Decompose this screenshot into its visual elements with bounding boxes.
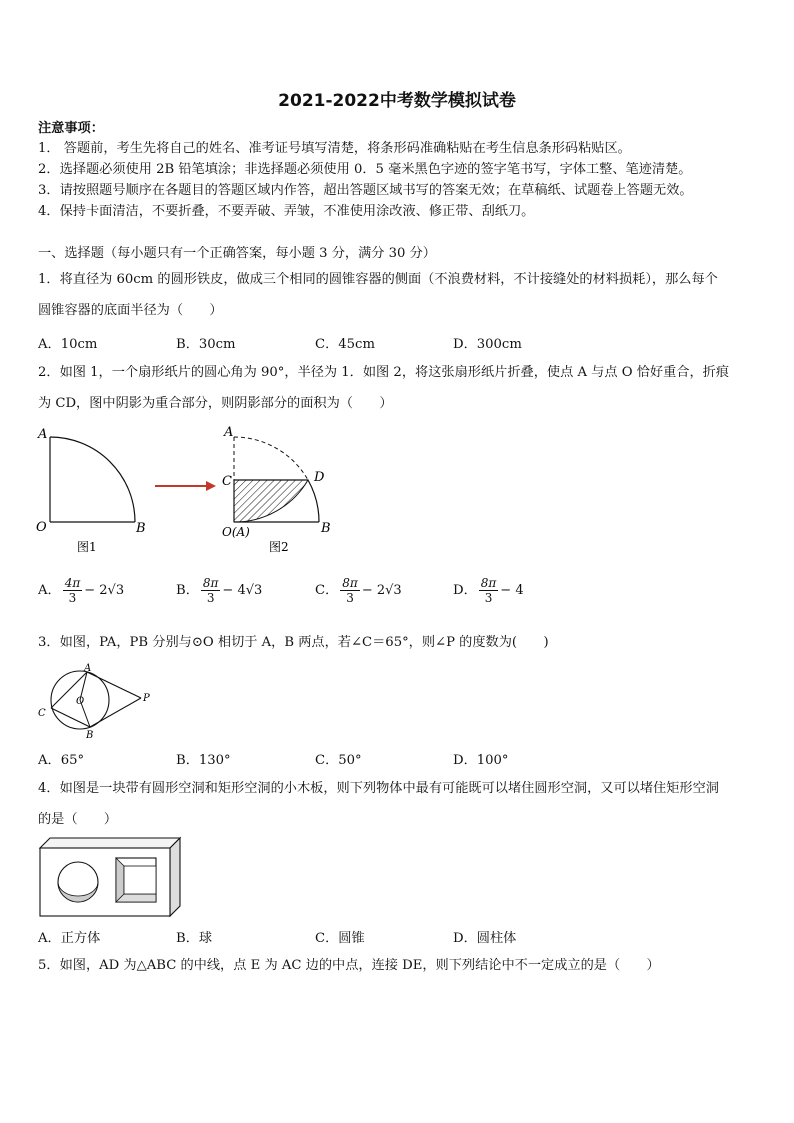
q1-option-a[interactable]: A．10cm bbox=[38, 337, 98, 352]
q5-stem: 5．如图，AD 为△ABC 的中线，点 E 为 AC 边的中点，连接 DE，则下列结论中不一定成立的是（ ） bbox=[38, 958, 660, 973]
q2-option-d-rest: − 4 bbox=[500, 583, 524, 598]
notice-heading: 注意事项： bbox=[38, 121, 104, 136]
q2-option-c-num: 8π bbox=[342, 576, 358, 590]
q3-option-c[interactable]: C．50° bbox=[315, 753, 362, 768]
q4-option-d[interactable]: D．圆柱体 bbox=[453, 931, 517, 946]
q4-stem-line1: 4．如图是一块带有圆形空洞和矩形空洞的小木板，则下列物体中最有可能既可以堵住圆形空洞，又可以堵住矩形空洞 bbox=[38, 781, 719, 796]
notice-item: 2．选择题必须使用 2B 铅笔填涂；非选择题必须使用 0．5 毫米黑色字迹的签字笔书写，字体工整、笔迹清楚。 bbox=[38, 162, 692, 177]
q2-option-a-rest: − 2√3 bbox=[84, 583, 125, 598]
q4-board-figure bbox=[36, 836, 186, 920]
q1-stem-line1: 1．将直径为 60cm 的圆形铁皮，做成三个相同的圆锥容器的侧面（不浪费材料，不计接缝处的材料损耗），那么每个 bbox=[38, 272, 718, 287]
q3-label-p: P bbox=[143, 693, 150, 704]
notice-item: 4．保持卡面清洁，不要折叠，不要弄破、弄皱，不准使用涂改液、修正带、刮纸刀。 bbox=[38, 204, 535, 219]
fig2-label-c: C bbox=[222, 474, 232, 489]
q4-option-a[interactable]: A．正方体 bbox=[38, 931, 101, 946]
q2-option-a[interactable] bbox=[38, 576, 124, 605]
q3-label-c: C bbox=[38, 708, 46, 719]
q2-option-a-num: 4π bbox=[64, 576, 81, 590]
fig1-label-o: O bbox=[36, 520, 47, 535]
q2-option-b-num: 8π bbox=[202, 576, 219, 590]
arrow-icon bbox=[155, 481, 216, 491]
q2-option-c[interactable] bbox=[315, 576, 402, 605]
q2-option-b-letter: B． bbox=[176, 583, 199, 598]
fig2-label-b: B bbox=[321, 521, 331, 536]
fig1-quarter-circle bbox=[50, 437, 135, 522]
q2-option-c-rest: − 2√3 bbox=[361, 583, 402, 598]
fig1-label-a: A bbox=[38, 427, 48, 442]
q3-stem: 3．如图，PA，PB 分别与⊙O 相切于 A，B 两点，若∠C＝65°，则∠P 的度数为( ) bbox=[38, 635, 549, 650]
q4-option-b[interactable]: B．球 bbox=[176, 931, 213, 946]
fig1-caption: 图1 bbox=[77, 540, 97, 554]
q2-option-c-letter: C． bbox=[315, 583, 339, 598]
q2-option-b[interactable] bbox=[176, 576, 262, 605]
q3-label-o: O bbox=[76, 696, 85, 707]
q3-label-b: B bbox=[86, 730, 94, 740]
q2-option-b-rest: − 4√3 bbox=[222, 583, 263, 598]
q2-option-a-letter: A． bbox=[38, 583, 61, 598]
fig2-label-a: A bbox=[224, 425, 234, 440]
q1-option-b[interactable]: B．30cm bbox=[176, 337, 236, 352]
q2-option-d-den: 3 bbox=[484, 591, 493, 605]
q4-option-c[interactable]: C．圆锥 bbox=[315, 931, 365, 946]
q1-option-c[interactable]: C．45cm bbox=[315, 337, 375, 352]
q2-stem-line2: 为 CD，图中阴影为重合部分，则阴影部分的面积为（ ） bbox=[38, 396, 393, 411]
fig2-label-oa: O(A) bbox=[222, 525, 250, 539]
q1-option-d[interactable]: D．300cm bbox=[453, 337, 522, 352]
q2-option-a-den: 3 bbox=[68, 591, 77, 605]
q2-figures bbox=[30, 420, 350, 560]
q4-stem-line2: 的是（ ） bbox=[38, 812, 118, 827]
fig2-caption: 图2 bbox=[269, 540, 289, 554]
q2-option-d[interactable] bbox=[453, 576, 524, 605]
fig2-folded-sector bbox=[234, 437, 319, 522]
q3-label-a: A bbox=[84, 663, 92, 674]
q3-option-d[interactable]: D．100° bbox=[453, 753, 509, 768]
notice-item: 3．请按照题号顺序在各题目的答题区域内作答，超出答题区域书写的答案无效；在草稿纸、试题卷上答题无效。 bbox=[38, 183, 693, 198]
q2-option-c-den: 3 bbox=[346, 591, 354, 605]
q3-circle-figure bbox=[34, 662, 154, 740]
page-title: 2021-2022中考数学模拟试卷 bbox=[278, 91, 516, 111]
q2-option-b-den: 3 bbox=[206, 591, 215, 605]
fig2-label-d: D bbox=[314, 470, 325, 485]
q3-option-a[interactable]: A．65° bbox=[38, 753, 85, 768]
fig1-label-b: B bbox=[136, 521, 146, 536]
q2-option-d-num: 8π bbox=[480, 576, 497, 590]
notice-item: 1． 答题前，考生先将自己的姓名、准考证号填写清楚，将条形码准确粘贴在考生信息条形码粘贴区。 bbox=[38, 141, 631, 156]
q3-option-b[interactable]: B．130° bbox=[176, 753, 231, 768]
q2-stem-line1: 2．如图 1，一个扇形纸片的圆心角为 90°，半径为 1．如图 2，将这张扇形纸片折叠，使点 A 与点 O 恰好重合，折痕 bbox=[38, 365, 730, 380]
q1-stem-line2: 圆锥容器的底面半径为（ ） bbox=[38, 303, 223, 318]
q2-option-d-letter: D． bbox=[453, 583, 477, 598]
section-heading: 一、选择题（每小题只有一个正确答案，每小题 3 分，满分 30 分） bbox=[38, 246, 436, 261]
